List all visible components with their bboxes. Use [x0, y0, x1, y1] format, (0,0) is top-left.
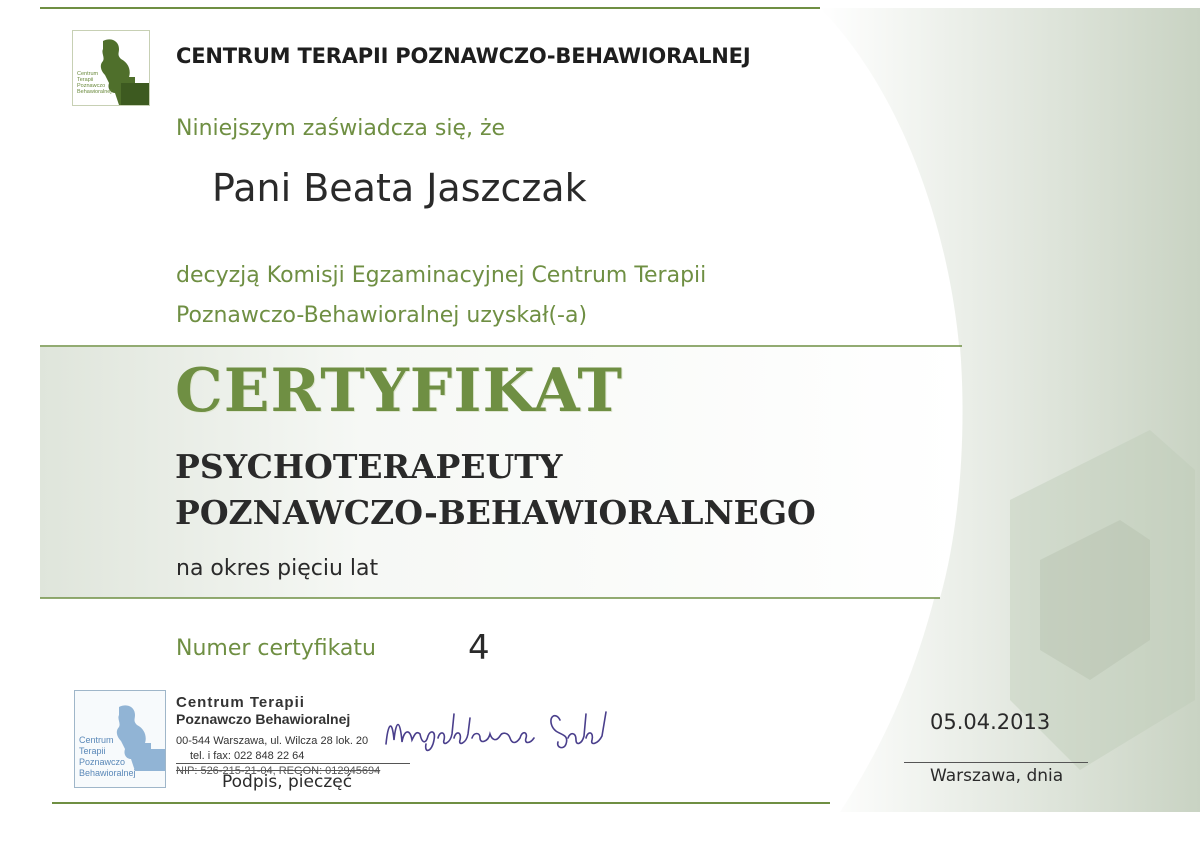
stamp-ids: NIP: 526-215-21-04, REGON: 012945694: [176, 765, 381, 777]
stamp-logo-label: [79, 735, 136, 779]
handwritten-signature: [380, 700, 640, 760]
logo-caption-line: Poznawczo: [77, 83, 106, 89]
stamp-logo-label-line: Centrum: [79, 735, 114, 745]
stamp-name-line-1: Centrum Terapii: [176, 694, 305, 711]
stamp-logo: [74, 690, 166, 788]
stamp-logo-label-line: Poznawczo: [79, 757, 126, 767]
signature-label: Podpis, pieczęć: [222, 772, 353, 792]
stamp-address: 00-544 Warszawa, ul. Wilcza 28 lok. 20: [176, 735, 369, 747]
certificate-number-value: 4: [468, 628, 490, 668]
stamp-logo-label-line: Terapii: [79, 746, 106, 756]
certificate-number-label: Numer certyfikatu: [176, 636, 376, 661]
organization-title: CENTRUM TERAPII POZNAWCZO-BEHAWIORALNEJ: [176, 44, 751, 68]
logo-caption-line: Behawioralnej: [77, 89, 112, 95]
subtitle-line-2: POZNAWCZO-BEHAWIORALNEGO: [175, 493, 816, 532]
issue-date: 05.04.2013: [930, 710, 1051, 734]
recipient-name: Pani Beata Jaszczak: [212, 166, 587, 210]
decision-line-2: Poznawczo-Behawioralnej uzyskał(-a): [176, 303, 588, 328]
validity-period: na okres pięciu lat: [176, 556, 379, 581]
decision-text: [176, 256, 706, 336]
place-date-label: Warszawa, dnia: [930, 766, 1064, 786]
stamp-text: [176, 694, 380, 778]
logo-caption-line: Centrum: [77, 71, 99, 77]
subtitle-line-1: PSYCHOTERAPEUTY: [175, 447, 563, 486]
logo-caption-line: Terapii: [77, 77, 94, 83]
certificate-title: CERTYFIKAT: [175, 356, 624, 426]
stamp-name-line-2: Poznawczo Behawioralnej: [176, 711, 351, 727]
stamp-logo-label-line: Behawioralnej: [79, 768, 136, 778]
signature-line: [176, 763, 410, 764]
date-line: [904, 762, 1088, 763]
thinker-logo: [72, 30, 150, 106]
decision-line-1: decyzją Komisji Egzaminacyjnej Centrum Terapii: [176, 263, 707, 288]
intro-text: Niniejszym zaświadcza się, że: [176, 116, 506, 141]
stamp-phone: tel. i fax: 022 848 22 64: [190, 750, 305, 762]
logo-caption: [77, 71, 112, 95]
certificate-subtitle: [175, 444, 816, 536]
